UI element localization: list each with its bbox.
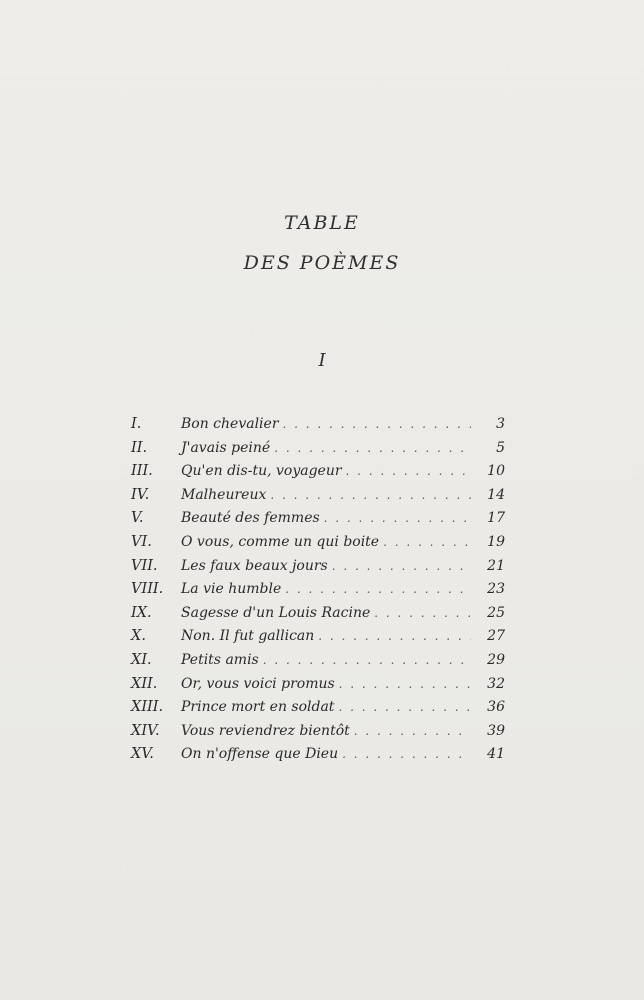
entry-page: 25 (487, 604, 505, 621)
toc-entry (131, 555, 505, 579)
leader-dots (328, 555, 471, 579)
toc-entry (131, 460, 505, 484)
entry-title: J'avais peiné (181, 439, 271, 456)
entry-title: Beauté des femmes (181, 510, 320, 527)
leader-dots (270, 437, 471, 461)
toc-entry (131, 720, 505, 744)
entry-page: 3 (496, 416, 505, 432)
entry-title: Vous reviendrez bientôt (181, 722, 350, 739)
entry-page: 41 (487, 746, 505, 763)
entry-number: IV. (131, 486, 150, 503)
toc-entry (131, 531, 505, 555)
entry-title: Prince mort en soldat (181, 699, 335, 716)
entry-page: 14 (487, 486, 505, 503)
leader-dots (379, 531, 471, 555)
toc-entry (131, 413, 505, 437)
entry-page: 29 (487, 651, 505, 668)
entry-page: 17 (487, 510, 505, 527)
entry-page: 21 (487, 557, 505, 574)
toc-entry (131, 625, 505, 649)
entry-number: III. (131, 463, 153, 480)
entry-page: 5 (496, 439, 505, 456)
leader-dots (259, 649, 471, 673)
entry-page: 10 (487, 463, 505, 480)
entry-number: VI. (131, 533, 152, 550)
leader-dots (266, 484, 471, 508)
entry-number: XV. (131, 746, 154, 763)
section-number: I (318, 350, 326, 371)
toc-entry (131, 673, 505, 697)
toc-entry (131, 743, 505, 767)
entry-page: 23 (487, 581, 505, 598)
entry-page: 39 (487, 722, 505, 739)
leader-dots (320, 507, 471, 531)
table-of-contents (131, 413, 505, 767)
entry-number: II. (131, 439, 148, 456)
leader-dots (335, 673, 471, 697)
leader-dots (314, 625, 471, 649)
leader-dots (338, 743, 471, 767)
leader-dots (334, 696, 471, 720)
leader-dots (281, 578, 471, 602)
toc-entry (131, 507, 505, 531)
leader-dots (342, 460, 471, 484)
toc-entry (131, 484, 505, 508)
toc-entry (131, 437, 505, 461)
entry-title: Petits amis (181, 651, 259, 668)
toc-entry (131, 578, 505, 602)
leader-dots (350, 720, 471, 744)
leader-dots (370, 602, 471, 626)
toc-entry (131, 649, 505, 673)
entry-number: XIV. (131, 722, 160, 739)
entry-title: Or, vous voici promus (181, 675, 335, 692)
entry-number: VII. (131, 557, 158, 574)
entry-title: O vous, comme un qui boite (181, 533, 380, 550)
entry-title: La vie humble (181, 581, 282, 598)
entry-number: IX. (131, 604, 152, 621)
entry-page: 27 (487, 628, 505, 645)
entry-number: I. (131, 416, 142, 432)
entry-title: Sagesse d'un Louis Racine (181, 604, 371, 621)
entry-title: Malheureux (181, 486, 267, 503)
entry-number: V. (131, 510, 144, 527)
entry-number: VIII. (131, 581, 164, 598)
entry-page: 36 (487, 699, 505, 716)
entry-title: Les faux beaux jours (181, 557, 328, 574)
entry-title: Qu'en dis-tu, voyageur (181, 463, 342, 480)
page-subtitle: DES POÈMES (243, 252, 401, 274)
toc-entry (131, 602, 505, 626)
page-title: TABLE (284, 212, 360, 234)
entry-number: X. (131, 628, 146, 645)
entry-number: XI. (131, 651, 152, 668)
entry-page: 19 (487, 533, 505, 550)
entry-number: XII. (131, 675, 158, 692)
entry-title: Non. Il fut gallican (181, 628, 315, 645)
entry-number: XIII. (131, 699, 164, 716)
toc-entry (131, 696, 505, 720)
entry-page: 32 (487, 675, 505, 692)
leader-dots (279, 413, 471, 437)
entry-title: Bon chevalier (181, 416, 279, 432)
entry-title: On n'offense que Dieu (181, 746, 339, 763)
